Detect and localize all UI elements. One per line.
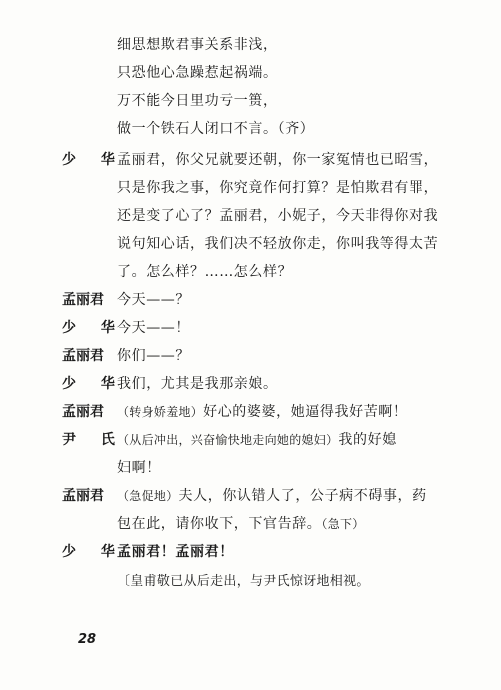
verse-line: 细思想欺君事关系非浅，: [117, 37, 278, 53]
verse-line: 做一个铁石人闭口不言。（齐）: [117, 121, 315, 137]
stage-direction: （从后冲出，兴奋愉快地走向她的媳妇）: [117, 433, 339, 447]
stage-direction: （急下）: [321, 517, 365, 531]
stage-direction: （转身娇羞地）: [117, 405, 204, 419]
dialogue-line: 只是你我之事，你究竟作何打算？是怕欺君有罪，: [117, 180, 439, 196]
dialogue-line: 妇啊！: [117, 460, 161, 476]
dialogue-line: 孟丽君！孟丽君！: [117, 544, 234, 560]
dialogue-line: 还是变了心了？孟丽君，小妮子，今天非得你对我: [117, 208, 439, 224]
dialogue-line: 孟丽君，你父兄就要还朝，你一家冤情也已昭雪，: [117, 152, 439, 168]
dialogue-line: 了。怎么样？……怎么样？: [117, 264, 293, 280]
page-number: 28: [78, 632, 97, 647]
speaker-label: 孟丽君: [62, 348, 104, 364]
verse-line: 万不能今日里功亏一篑，: [117, 93, 278, 109]
verse-line: 只恐他心急躁惹起祸端。: [117, 65, 278, 81]
dialogue-line: 我们，尤其是我那亲娘。: [117, 376, 278, 392]
speaker-label: 少 华: [62, 152, 125, 168]
dialogue-text: 我的好媳: [338, 432, 397, 448]
dialogue-line: 说句知心话，我们决不轻放你走，你叫我等得太苦: [117, 236, 439, 252]
dialogue-line: 你们——？: [117, 348, 190, 364]
dialogue-line: [117, 432, 397, 448]
dialogue-text: 包在此，请你收下，下官告辞。: [117, 516, 322, 532]
closing-stage-direction: 〔皇甫敬已从后走出，与尹氏惊讶地相视。: [117, 574, 370, 589]
dialogue-text: 好心的婆婆，她逼得我好苦啊！: [203, 404, 408, 420]
speaker-label: 孟丽君: [62, 404, 104, 420]
dialogue-line: [117, 516, 365, 532]
dialogue-line: [117, 404, 408, 420]
speaker-label: 孟丽君: [62, 292, 104, 308]
dialogue-line: [117, 488, 427, 504]
speaker-label: 少 华: [62, 376, 125, 392]
speaker-label: 少 华: [62, 320, 125, 336]
dialogue-line: 今天——！: [117, 320, 190, 336]
dialogue-text: 夫人，你认错人了，公子病不碍事，药: [178, 488, 427, 504]
dialogue-line: 今天——？: [117, 292, 190, 308]
speaker-label: 尹 氏: [62, 432, 125, 448]
stage-direction: （急促地）: [117, 489, 179, 503]
speaker-label: 孟丽君: [62, 488, 104, 504]
speaker-label: 少 华: [62, 544, 125, 560]
